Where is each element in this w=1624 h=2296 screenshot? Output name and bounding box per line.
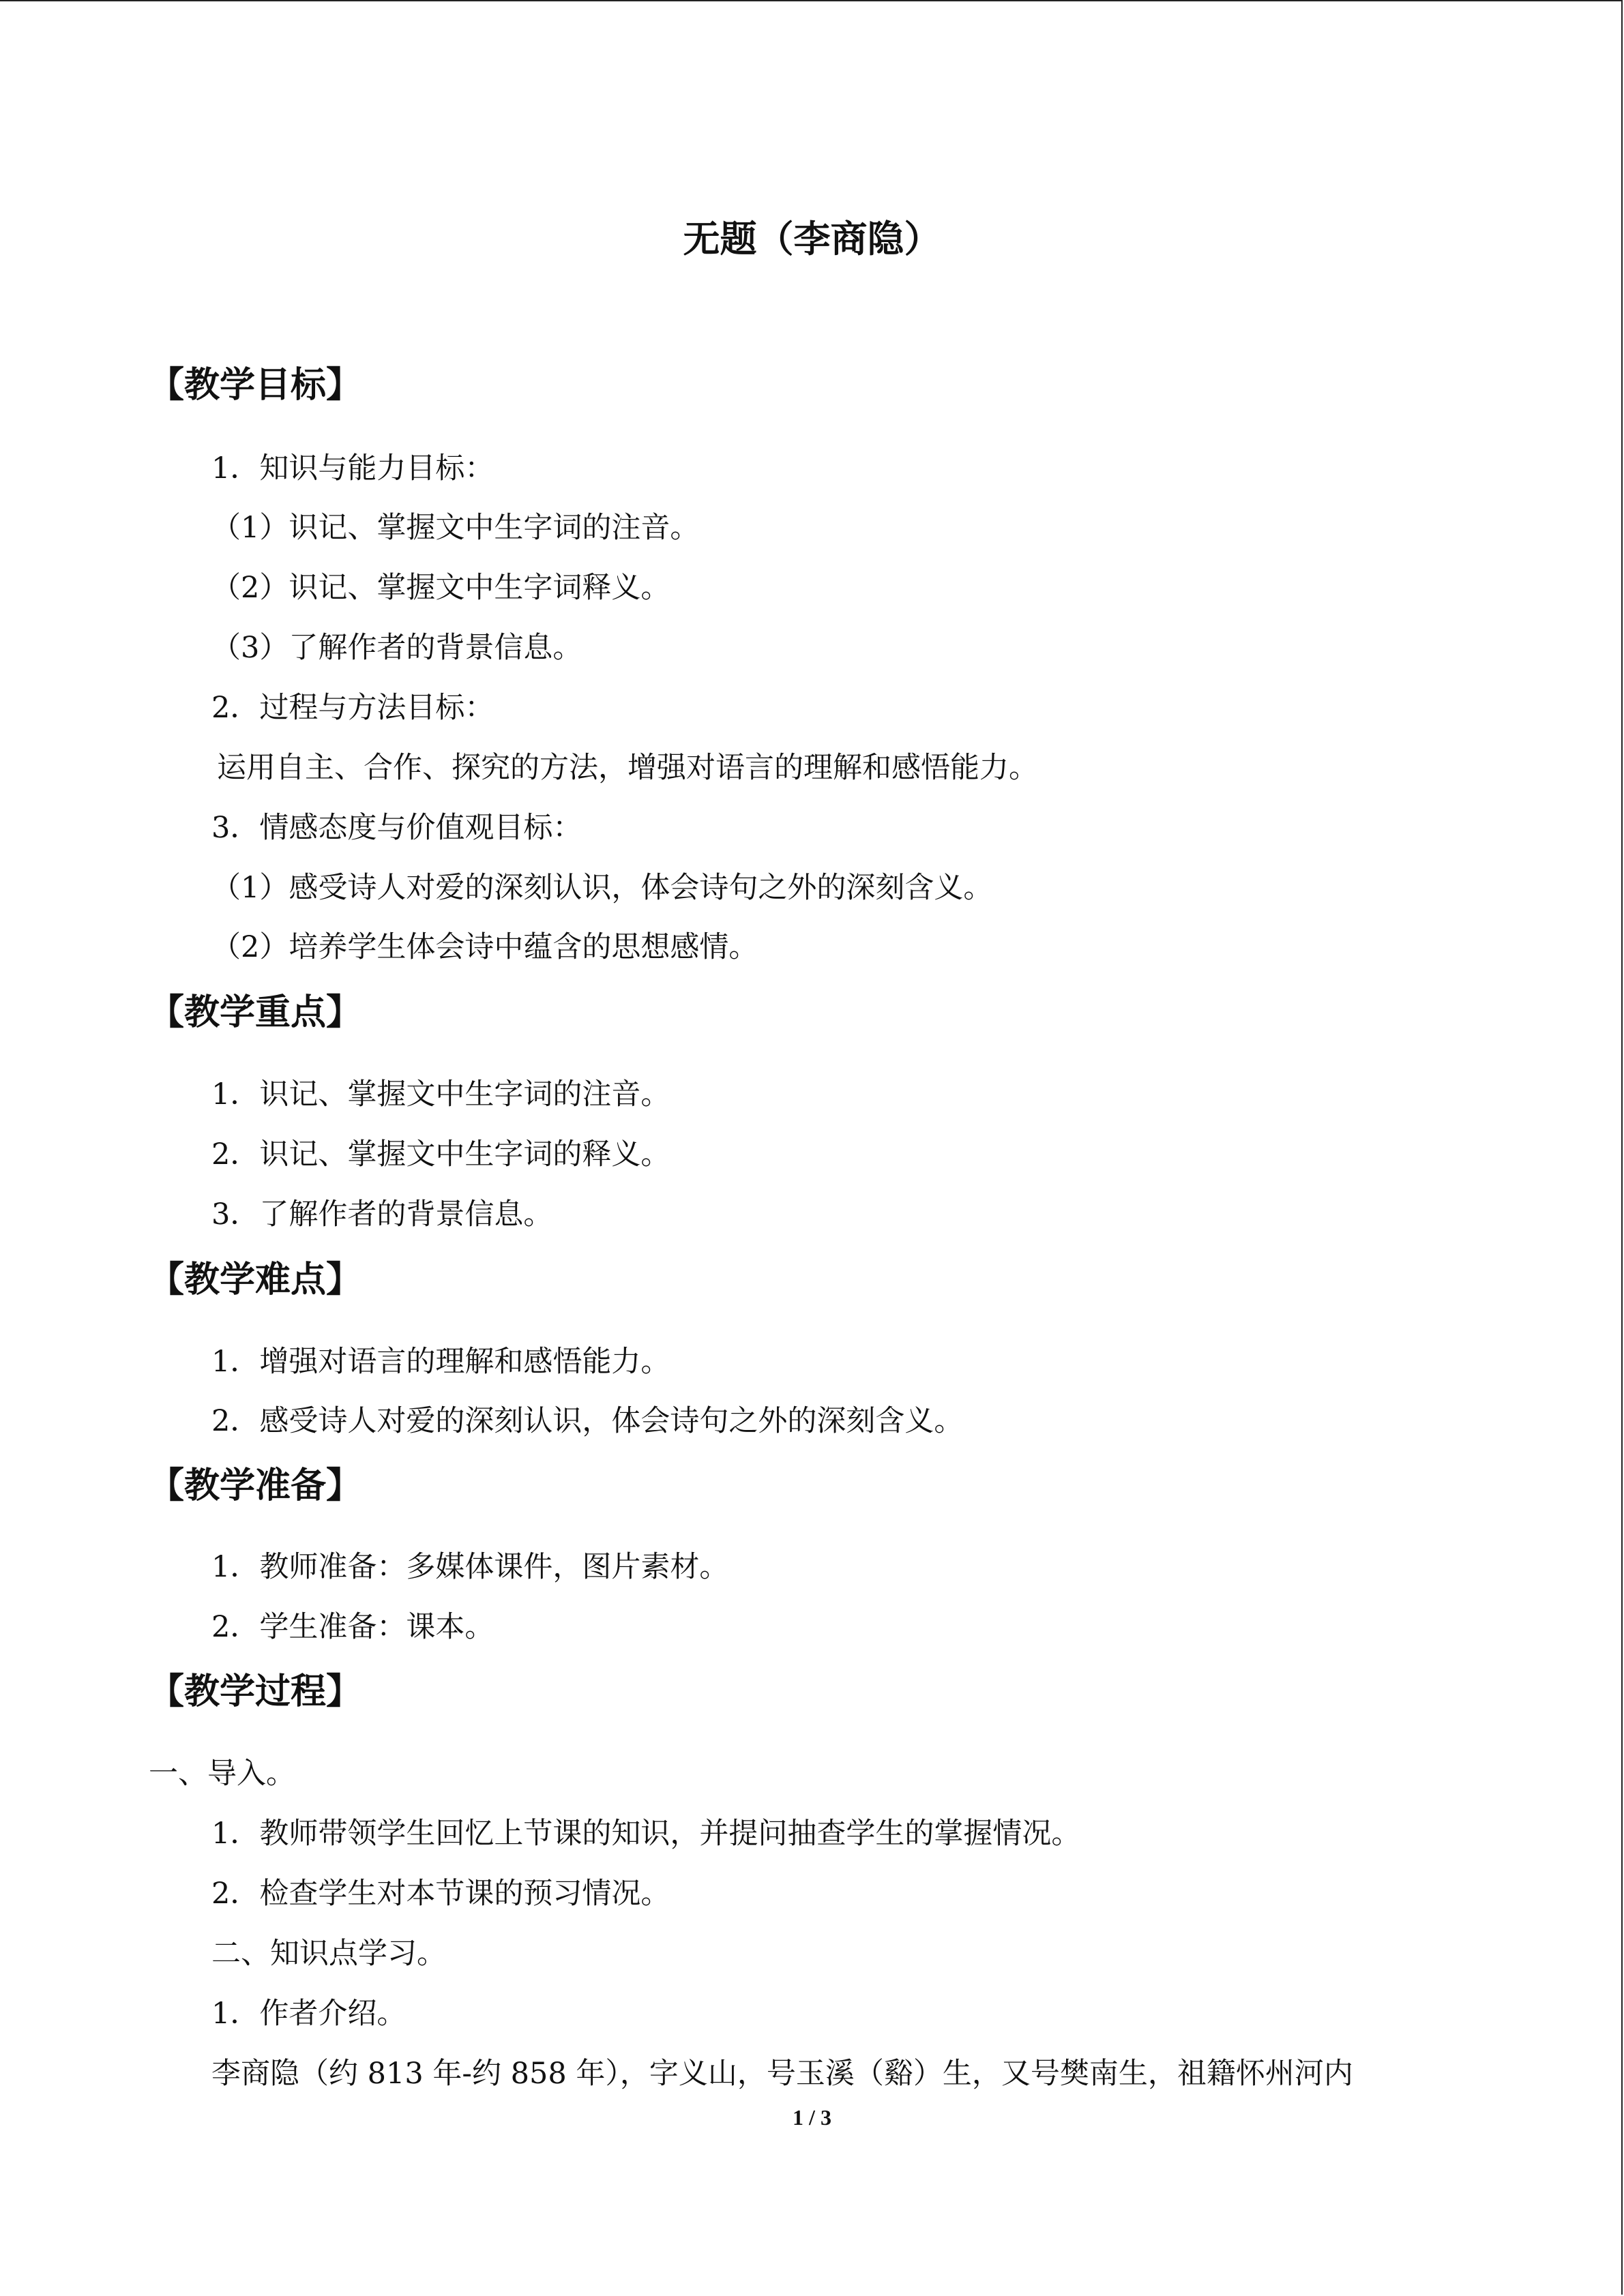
process-line: 一、导入。 [149, 1757, 295, 1791]
objectives-line: 1．知识与能力目标： [211, 451, 494, 486]
document-title: 无题（李商隐） [683, 217, 941, 260]
key-points-line: 2．识记、掌握文中生字词的释义。 [211, 1137, 670, 1172]
objectives-line: （3）了解作者的背景信息。 [211, 631, 582, 665]
page-number: 1 / 3 [793, 2105, 831, 2130]
process-line: 1．教师带领学生回忆上节课的知识，并提问抽查学生的掌握情况。 [211, 1817, 1081, 1851]
difficulties-line: 1．增强对语言的理解和感悟能力。 [211, 1345, 670, 1379]
preparation-line: 1．教师准备：多媒体课件，图片素材。 [211, 1550, 729, 1584]
process-line: 二、知识点学习。 [211, 1937, 446, 1971]
preparation-line: 2．学生准备：课本。 [211, 1610, 494, 1644]
objectives-line: 3．情感态度与价值观目标： [211, 811, 582, 845]
objectives-line: （1）识记、掌握文中生字词的注音。 [211, 511, 700, 545]
process-line: 2．检查学生对本节课的预习情况。 [211, 1877, 670, 1911]
process-line: 1．作者介绍。 [211, 1997, 407, 2031]
heading-difficulties: 【教学难点】 [149, 1259, 362, 1300]
process-line: 李商隐（约 813 年-约 858 年），字义山，号玉溪（谿）生，又号樊南生，祖籍怀州河内 [211, 2057, 1353, 2091]
heading-objectives: 【教学目标】 [149, 364, 362, 406]
objectives-line: （2）培养学生体会诗中蕴含的思想感情。 [211, 930, 758, 964]
objectives-line: （1）感受诗人对爱的深刻认识，体会诗句之外的深刻含义。 [211, 871, 993, 905]
key-points-line: 3．了解作者的背景信息。 [211, 1197, 553, 1232]
objectives-line: 2．过程与方法目标： [211, 691, 494, 725]
objectives-line: （2）识记、掌握文中生字词释义。 [211, 571, 670, 605]
difficulties-line: 2．感受诗人对爱的深刻认识，体会诗句之外的深刻含义。 [211, 1404, 964, 1438]
objectives-line: 运用自主、合作、探究的方法，增强对语言的理解和感悟能力。 [217, 751, 1038, 785]
key-points-line: 1．识记、掌握文中生字词的注音。 [211, 1077, 670, 1112]
heading-process: 【教学过程】 [149, 1671, 362, 1712]
heading-key-points: 【教学重点】 [149, 992, 362, 1033]
heading-preparation: 【教学准备】 [149, 1465, 362, 1506]
